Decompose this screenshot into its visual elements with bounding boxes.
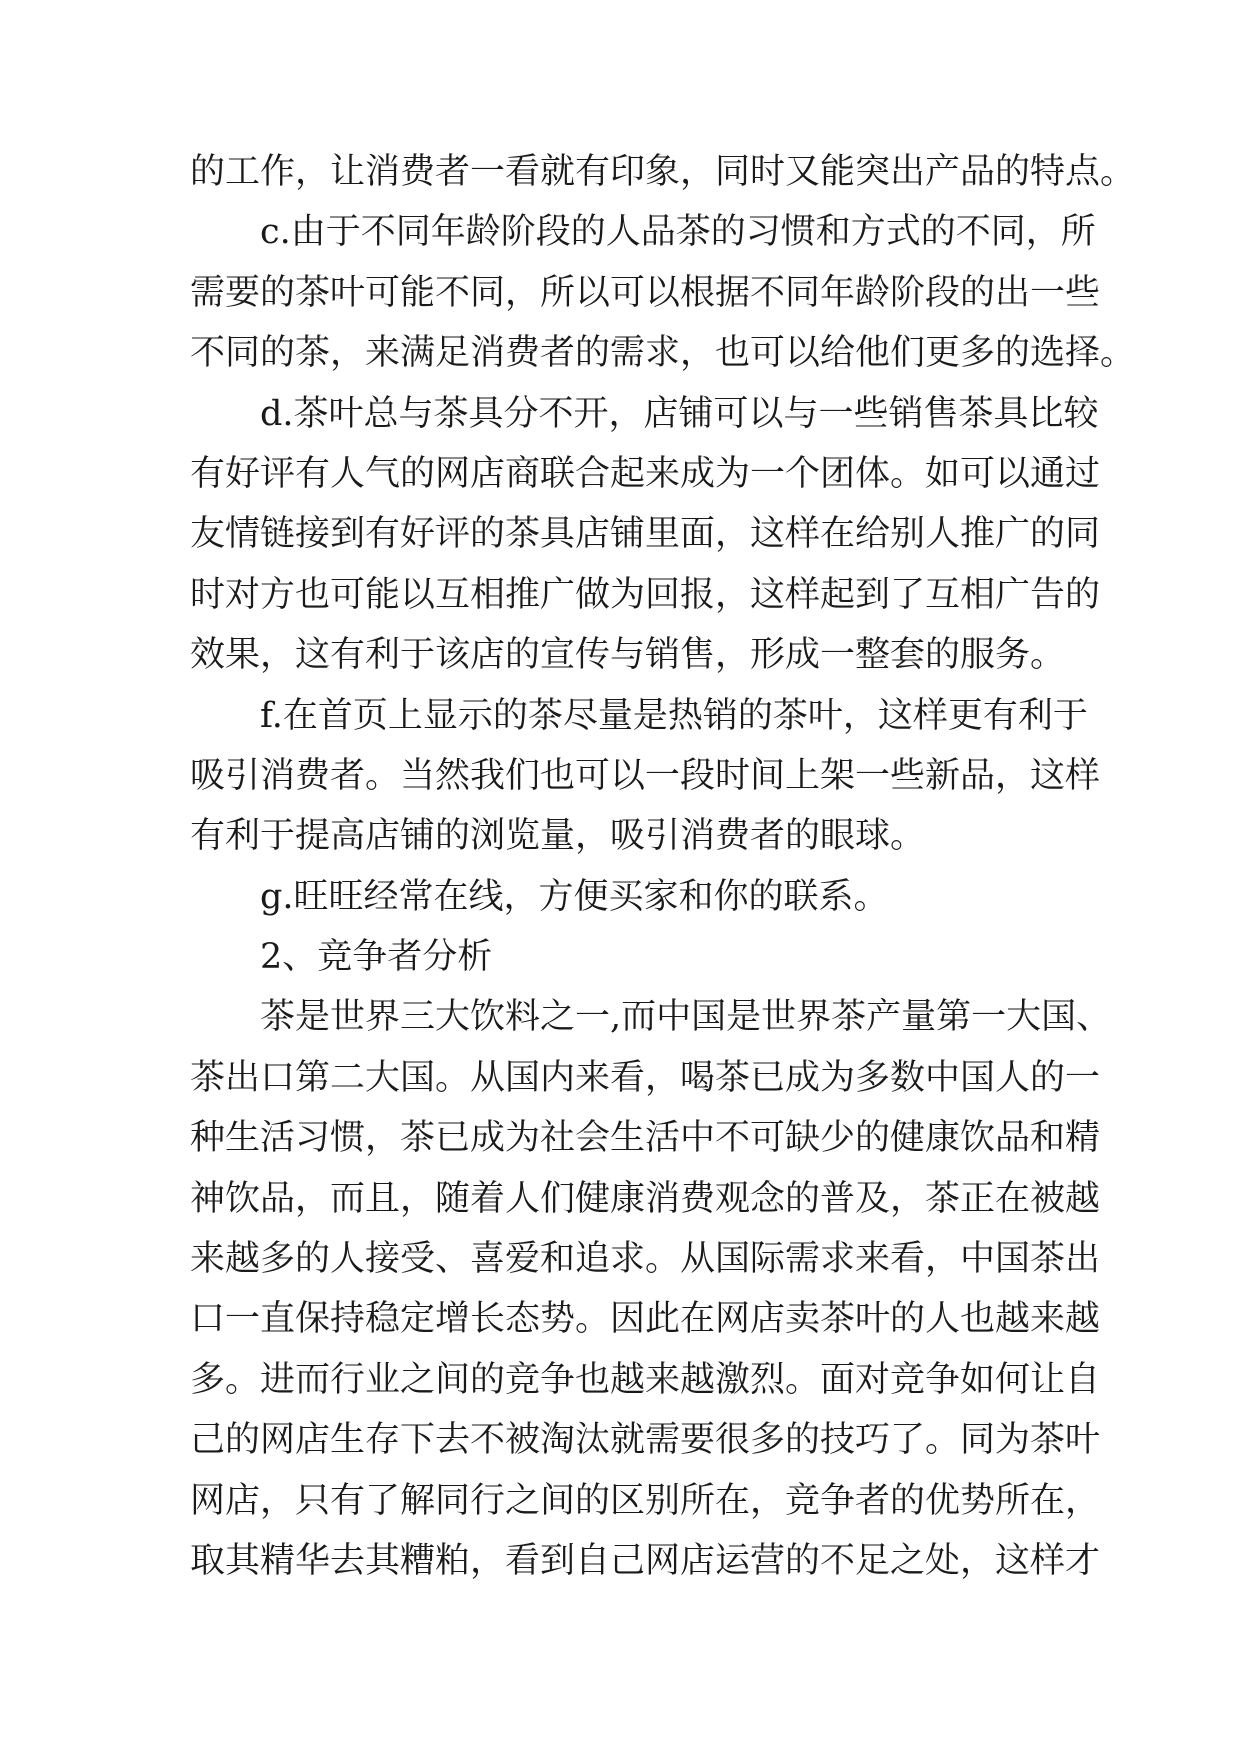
text-line: 需要的茶叶可能不同，所以可以根据不同年龄阶段的出一些: [190, 272, 1101, 313]
text-line: 己的网店生存下去不被淘汰就需要很多的技巧了。同为茶叶: [190, 1420, 1101, 1461]
text-line: 种生活习惯，茶已成为社会生活中不可缺少的健康饮品和精: [190, 1118, 1101, 1159]
text-line: 网店，只有了解同行之间的区别所在，竞争者的优势所在，: [190, 1480, 1101, 1521]
text-line: f.在首页上显示的茶尽量是热销的茶叶，这样更有利于: [260, 695, 1088, 736]
text-line: 茶出口第二大国。从国内来看，喝茶已成为多数中国人的一: [190, 1057, 1101, 1098]
text-line: 时对方也可能以互相推广做为回报，这样起到了互相广告的: [190, 574, 1101, 615]
text-line: d.茶叶总与茶具分不开，店铺可以与一些销售茶具比较: [260, 393, 1099, 434]
text-line: 不同的茶，来满足消费者的需求，也可以给他们更多的选择。: [190, 333, 1136, 374]
text-line: 吸引消费者。当然我们也可以一段时间上架一些新品，这样: [190, 755, 1101, 796]
text-line: 效果，这有利于该店的宣传与销售，形成一整套的服务。: [190, 635, 1066, 676]
text-line: 有好评有人气的网店商联合起来成为一个团体。如可以通过: [190, 453, 1101, 494]
text-line: 2、竞争者分析: [260, 937, 493, 978]
text-line: 神饮品，而且，随着人们健康消费观念的普及，茶正在被越: [190, 1178, 1101, 1219]
text-line: 友情链接到有好评的茶具店铺里面，这样在给别人推广的同: [190, 514, 1101, 555]
text-line: 多。进而行业之间的竞争也越来越激烈。面对竞争如何让自: [190, 1359, 1101, 1400]
text-line: c.由于不同年龄阶段的人品茶的习惯和方式的不同，所: [260, 212, 1096, 253]
document-body: [190, 142, 1136, 1591]
text-line: g.旺旺经常在线，方便买家和你的联系。: [260, 876, 889, 917]
text-line: 取其精华去其糟粕，看到自己网店运营的不足之处，这样才: [190, 1540, 1101, 1581]
text-line: 来越多的人接受、喜爱和追求。从国际需求来看，中国茶出: [190, 1239, 1101, 1280]
text-line: 茶是世界三大饮料之一,而中国是世界茶产量第一大国、: [260, 997, 1112, 1038]
text-line: 有利于提高店铺的浏览量，吸引消费者的眼球。: [190, 816, 926, 857]
text-line: 口一直保持稳定增长态势。因此在网店卖茶叶的人也越来越: [190, 1299, 1101, 1340]
text-line: 的工作，让消费者一看就有印象，同时又能突出产品的特点。: [190, 152, 1136, 192]
